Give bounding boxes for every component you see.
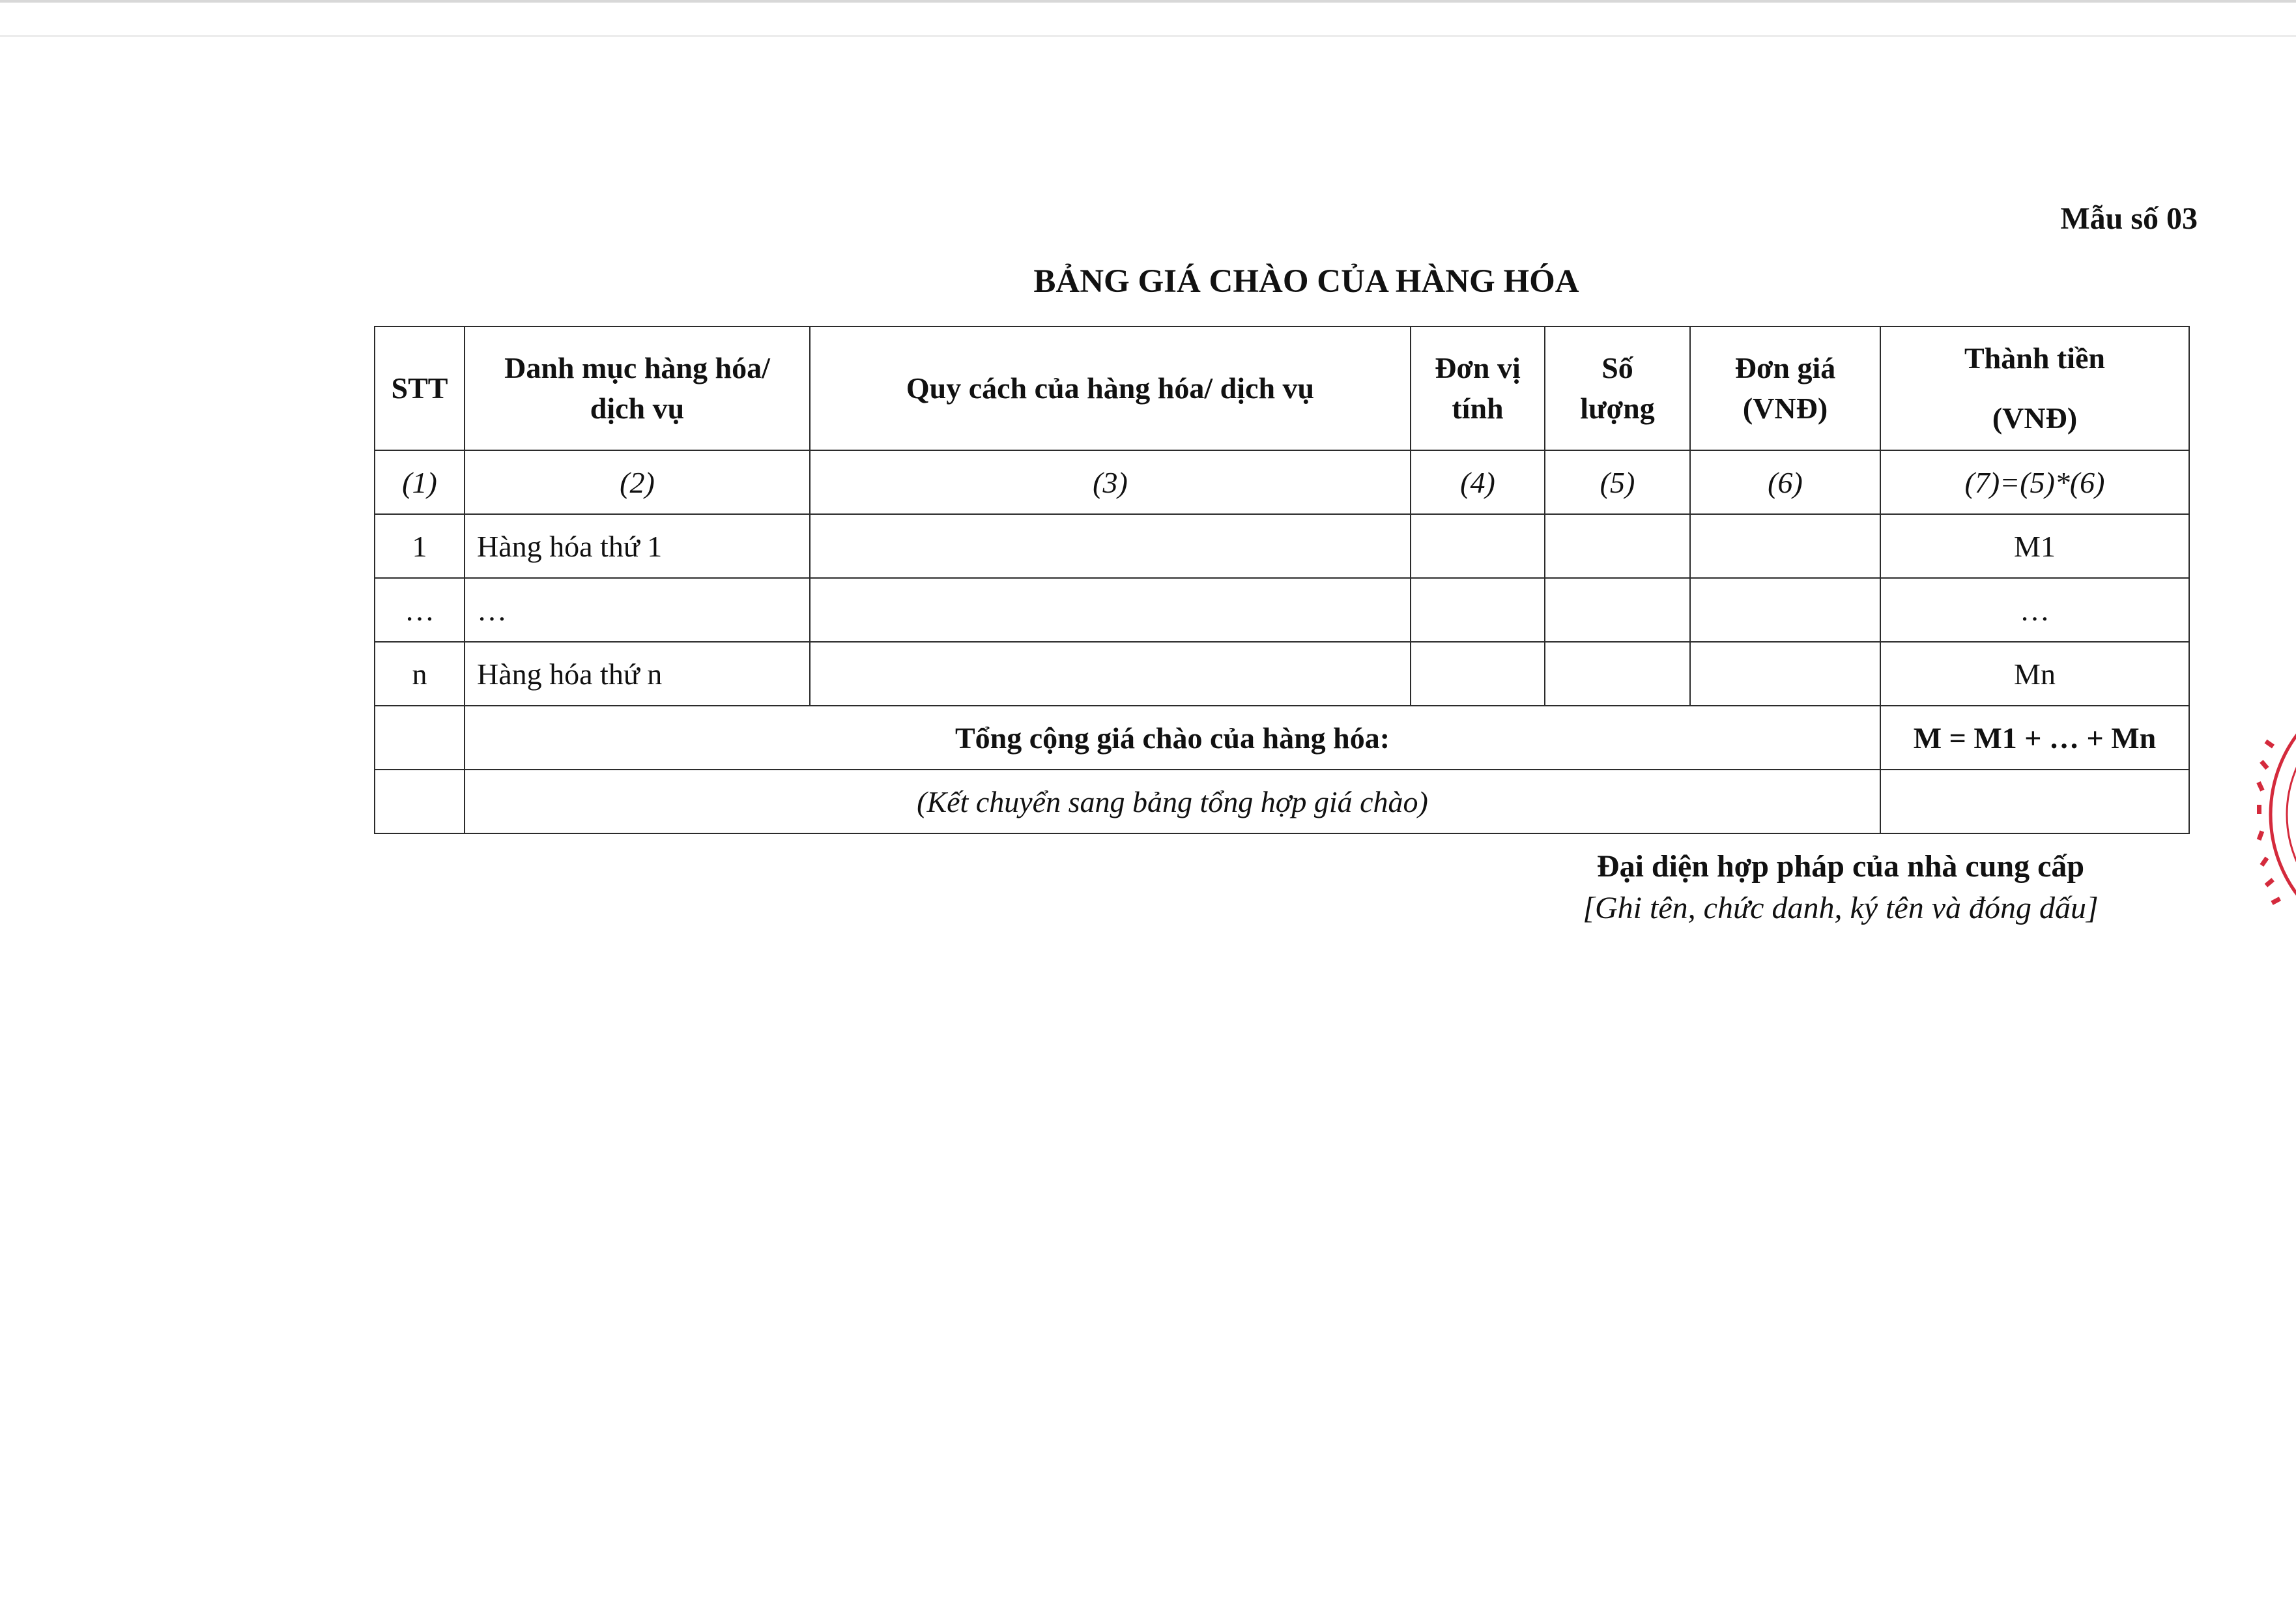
column-number: (5) bbox=[1545, 450, 1690, 514]
row-stt: n bbox=[375, 642, 465, 706]
header-don-gia-line-1: Đơn giá bbox=[1734, 351, 1836, 384]
row-name: Hàng hóa thứ n bbox=[465, 642, 810, 706]
row-total: … bbox=[1880, 578, 2189, 642]
column-number-row bbox=[375, 450, 2189, 514]
table-row bbox=[375, 578, 2189, 642]
header-don-vi-line-2: tính bbox=[1452, 392, 1504, 425]
header-so-luong-line-2: lượng bbox=[1580, 392, 1655, 425]
header-don-gia bbox=[1690, 326, 1880, 450]
row-unit-price bbox=[1690, 642, 1880, 706]
row-unit bbox=[1411, 514, 1545, 578]
red-stamp-seal bbox=[2248, 701, 2296, 929]
header-danh-muc-line-2: dịch vụ bbox=[590, 392, 685, 425]
total-value: M = M1 + … + Mn bbox=[1880, 706, 2189, 770]
row-spec bbox=[810, 514, 1411, 578]
row-quantity bbox=[1545, 642, 1690, 706]
row-unit-price bbox=[1690, 578, 1880, 642]
header-danh-muc-line-1: Danh mục hàng hóa/ bbox=[504, 351, 770, 384]
price-quote-table bbox=[374, 326, 2190, 834]
header-thanh-tien bbox=[1880, 326, 2189, 450]
signature-hint: [Ghi tên, chức danh, ký tên và đóng dấu] bbox=[1583, 891, 2099, 925]
row-quantity bbox=[1545, 514, 1690, 578]
total-row bbox=[375, 706, 2189, 770]
header-quy-cach: Quy cách của hàng hóa/ dịch vụ bbox=[810, 326, 1411, 450]
document-title: BẢNG GIÁ CHÀO CỦA HÀNG HÓA bbox=[1033, 263, 1579, 300]
header-thanh-tien-line-1: Thành tiền bbox=[1964, 341, 2106, 375]
transfer-row-total bbox=[1880, 770, 2189, 833]
row-name: Hàng hóa thứ 1 bbox=[465, 514, 810, 578]
row-unit-price bbox=[1690, 514, 1880, 578]
header-danh-muc bbox=[465, 326, 810, 450]
signature-role: Đại diện hợp pháp của nhà cung cấp bbox=[1596, 849, 2085, 884]
row-total: Mn bbox=[1880, 642, 2189, 706]
table-header-row bbox=[375, 326, 2189, 450]
row-unit bbox=[1411, 578, 1545, 642]
header-stt: STT bbox=[375, 326, 465, 450]
form-number: Mẫu số 03 bbox=[2060, 201, 2198, 236]
row-total: M1 bbox=[1880, 514, 2189, 578]
total-label: Tổng cộng giá chào của hàng hóa: bbox=[465, 706, 1880, 770]
header-so-luong bbox=[1545, 326, 1690, 450]
header-don-gia-line-2: (VNĐ) bbox=[1742, 392, 1828, 425]
transfer-row bbox=[375, 770, 2189, 833]
row-spec bbox=[810, 642, 1411, 706]
row-name: … bbox=[465, 578, 810, 642]
header-don-vi bbox=[1411, 326, 1545, 450]
row-unit bbox=[1411, 642, 1545, 706]
column-number: (1) bbox=[375, 450, 465, 514]
header-so-luong-line-1: Số bbox=[1601, 351, 1633, 384]
table-row bbox=[375, 514, 2189, 578]
transfer-label: (Kết chuyển sang bảng tổng hợp giá chào) bbox=[465, 770, 1880, 833]
column-number: (7)=(5)*(6) bbox=[1880, 450, 2189, 514]
header-don-vi-line-1: Đơn vị bbox=[1435, 351, 1521, 384]
transfer-row-stt bbox=[375, 770, 465, 833]
row-spec bbox=[810, 578, 1411, 642]
row-quantity bbox=[1545, 578, 1690, 642]
row-stt: … bbox=[375, 578, 465, 642]
scan-top-line bbox=[0, 35, 2296, 37]
total-row-stt bbox=[375, 706, 465, 770]
row-stt: 1 bbox=[375, 514, 465, 578]
column-number: (3) bbox=[810, 450, 1411, 514]
signature-block bbox=[1564, 846, 2117, 929]
header-thanh-tien-line-2: (VNĐ) bbox=[1992, 401, 2078, 435]
column-number: (6) bbox=[1690, 450, 1880, 514]
column-number: (4) bbox=[1411, 450, 1545, 514]
table-row bbox=[375, 642, 2189, 706]
column-number: (2) bbox=[465, 450, 810, 514]
scan-top-edge bbox=[0, 0, 2296, 3]
